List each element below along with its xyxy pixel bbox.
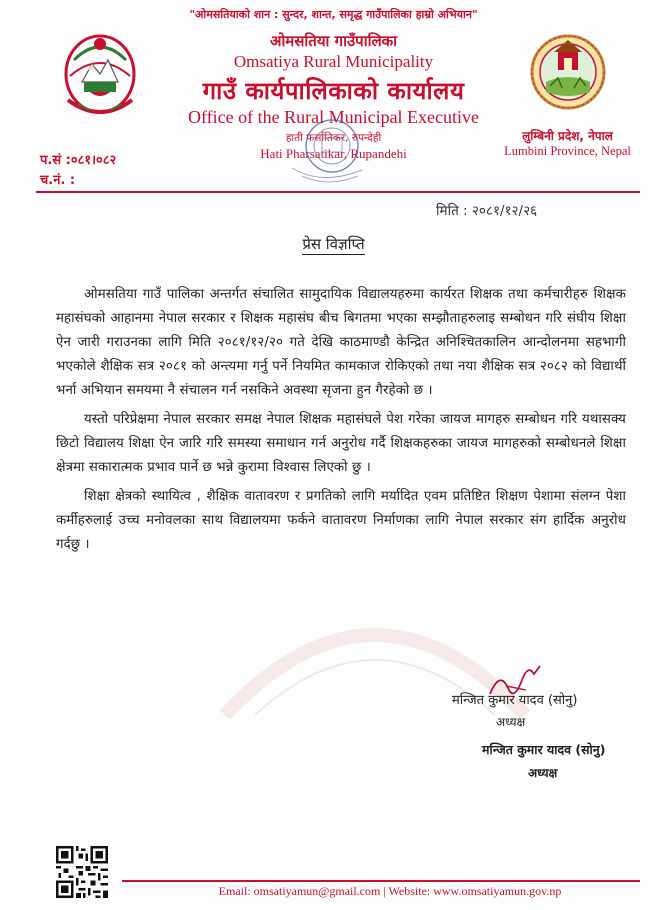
dispatch-number: च.नं. :	[40, 173, 76, 188]
office-name-en: Office of the Rural Municipal Executive	[187, 107, 480, 127]
footer-contact: Email: omsatiyamun@gmail.com | Website: www.omsatiyamun.gov.np	[218, 884, 562, 898]
paragraph: ओमसतिया गाउँ पालिका अन्तर्गत संचालित सामुदायिक विद्यालयहरुमा कार्यरत शिक्षक तथा कर्मचारीहरु शिक्षक महासंघको आहानमा नेपाल सरकार र शिक्षक महासंघ बीच बिगतमा भएका सम्झौताहरुलाइ सम्बोधन गरि संघीय शिक्षा ऐन जारी गराउनका लागि मिति २०८१/१२/२० गते देखि काठमाण्डौ केन्द्रित अनिश्चितकालिन आन्दोलनमा सहभागी भएकोले शैक्षिक सत्र २०८१ को अन्त्यमा गर्नु पर्ने नियमित कामकाज रोकिएको तथा नया शैक्षिक सत्र २०८२ को विद्यार्थी भर्ना अभियान समयमा नै संचालन गर्न नसकिने अवस्था सृजना हुन गैरहेको छ ।	[56, 287, 626, 398]
address-np: हाती फर्सातिकर, रुपन्देही	[285, 132, 382, 144]
province-en: Lumbini Province, Nepal	[504, 144, 631, 158]
province-np: लुम्बिनी प्रदेश, नेपाल	[522, 129, 613, 143]
header-divider	[36, 191, 640, 193]
signatory-name: मन्जित कुमार यादव (सोनु)	[452, 693, 578, 708]
footer-divider	[122, 880, 640, 882]
document-date: मिति : २०८१/१२/२६	[436, 203, 538, 219]
reference-number: प.सं :०८१।०८२	[40, 153, 117, 168]
office-stamp-icon	[262, 116, 382, 188]
paragraph: यस्तो परिप्रेक्षमा नेपाल सरकार समक्ष नेपाल शिक्षक महासंघले पेश गरेका जायज मागहरु सम्बोधन गरि यथासक्य छिटो विद्यालय शिक्षा ऐन जारि गरि समस्या समाधान गर्न अनुरोध गर्दै शिक्षकहरुका जायज मागहरुको सम्बोधनले शिक्षा क्षेत्रमा सकारात्मक प्रभाव पार्ने छ भन्ने कुरामा विश्वास लिएको छु ।	[56, 412, 626, 475]
office-name-np: गाउँ कार्यपालिकाको कार्यालय	[202, 77, 465, 105]
signatory-title: अध्यक्ष	[496, 715, 526, 729]
document-title	[0, 234, 667, 254]
qr-code-icon	[56, 846, 108, 898]
signatory-name-stamp: मन्जित कुमार यादव (सोनु)	[482, 742, 606, 757]
address-en: Hati Pharsatikar, Rupandehi	[260, 146, 407, 161]
signatory-title-stamp: अध्यक्ष	[528, 766, 558, 780]
slogan: "ओमसतियाको शान : सुन्दर, शान्त, समृद्ध गाउँपालिका हाम्रो अभियान"	[189, 8, 478, 21]
paragraph: शिक्षा क्षेत्रको स्थायित्व , शैक्षिक वातावरण र प्रगतिको लागि मर्यादित एवम प्रतिष्टित शिक्षण पेशामा संलग्न पेशा कर्मीहरुलाई उच्च मनोवलका साथ विद्यालयमा फर्कने वातावरण निर्माणका लागि नेपाल सरकार संग हार्दिक अनुरोध गर्दछु ।	[56, 489, 626, 552]
municipality-name-np: ओमसतिया गाउँपालिका	[269, 32, 398, 50]
title-text: प्रेस विज्ञप्ति	[302, 235, 365, 253]
document-body	[56, 283, 626, 562]
municipality-name-en: Omsatiya Rural Municipality	[233, 52, 434, 71]
